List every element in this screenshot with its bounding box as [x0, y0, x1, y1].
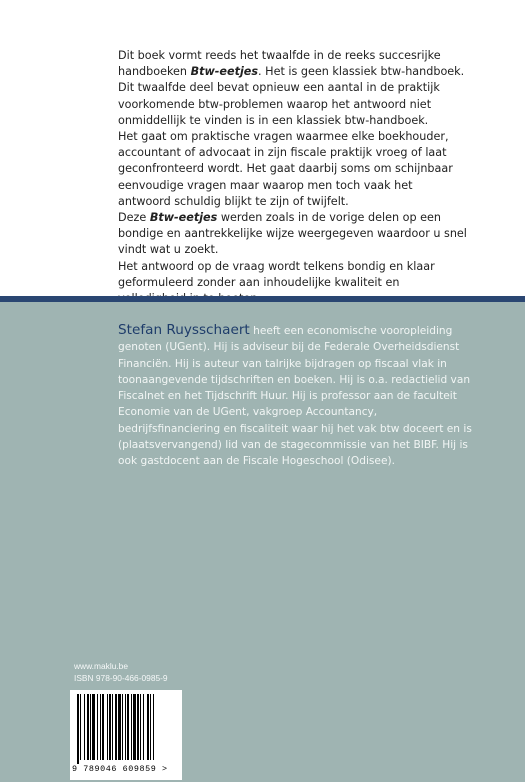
barcode-bar — [84, 694, 85, 760]
barcode-bar — [102, 694, 104, 760]
barcode-bar — [122, 694, 123, 760]
barcode-bar — [127, 694, 129, 760]
barcode-bar — [125, 694, 126, 760]
barcode-bar — [140, 694, 141, 760]
barcode-bar — [153, 694, 154, 760]
barcode-bar — [87, 694, 89, 760]
barcode-bar — [133, 694, 136, 760]
book-blurb — [118, 48, 468, 307]
barcode-bar — [115, 694, 117, 760]
blurb-paragraph-2: Het gaat om praktische vragen waarmee elke boekhouder, accountant of advocaat in zijn fiscale praktijk vroeg of laat geconfronteerd wordt. Het gaat daarbij soms om schijnbaar eenvoudige vragen maar waarop men toch vaak het antwoord schuldig blijkt te zijn of twijfelt. — [118, 130, 453, 208]
barcode-bar — [137, 694, 139, 760]
barcode-bar — [97, 694, 98, 760]
barcode-bar — [109, 694, 111, 760]
barcode-bars — [76, 694, 176, 764]
publisher-website: www.maklu.be — [74, 661, 128, 671]
back-cover-bottom — [0, 302, 525, 782]
barcode-bar — [118, 694, 121, 760]
author-name: Stefan Ruysschaert — [118, 322, 250, 338]
barcode-bar — [92, 694, 95, 760]
barcode-digits: 9 789046 609859 > — [72, 764, 168, 774]
author-bio-text: heeft een economische vooropleiding genoten (UGent). Hij is adviseur bij de Federale Overheidsdienst Financiën. Hij is auteur van talrijke bijdragen op fiscaal vlak in toonaangevende tijdschriften en boeken. Hij is o.a. redactielid van Fiscalnet en het Tijdschrift Huur. Hij is professor aan de faculteit Economie van de UGent, vakgroep Accountancy, bedrijfsfinanciering en fiscaliteit waar hij het vak btw doceert en is (plaatsvervangend) lid van de stagecommissie van het BIBF. Hij is ook gastdocent aan de Fiscale Hogeschool (Odisee). — [118, 325, 472, 468]
blurb-paragraph-3 — [118, 210, 468, 259]
blurb-paragraph-4: Het antwoord op de vraag wordt telkens bondig en klaar geformuleerd zonder aan inhoudelijke kwaliteit en — [118, 259, 435, 289]
blurb-text: . Het is geen klassiek btw-handboek. Dit twaalfde deel bevat opnieuw een aantal in de praktijk voorkomende btw-problemen waarop het antwoord niet onmiddellijk te vinden is in een klassiek btw-handboek. — [118, 65, 465, 127]
barcode-bar — [80, 694, 81, 760]
blurb-text: werden zoals in de vorige delen op een bondige en aantrekkelijke wijze weergegeven waardoor u snel vindt wat u zoekt. — [118, 211, 467, 257]
barcode-bar — [143, 694, 144, 760]
barcode-bar — [131, 694, 132, 760]
barcode-bar — [112, 694, 113, 760]
barcode-bar — [107, 694, 108, 760]
isbn-barcode — [70, 690, 182, 780]
barcode-bar — [90, 694, 91, 760]
barcode-bar — [100, 694, 101, 760]
publisher-meta — [74, 660, 168, 684]
blurb-text: Dit boek vormt reeds het twaalfde in de reeks succesrijke handboeken — [118, 49, 441, 79]
series-title: Btw-eetjes — [190, 65, 259, 79]
isbn-label: ISBN 978-90-466-0985-9 — [74, 673, 168, 683]
back-cover-top — [0, 0, 525, 296]
author-bio — [118, 322, 480, 470]
blurb-paragraph-1 — [118, 48, 468, 129]
barcode-bar — [147, 694, 149, 760]
barcode-bar — [150, 694, 151, 760]
series-title: Btw-eetjes — [149, 211, 218, 225]
barcode-bar — [77, 694, 79, 764]
blurb-text: Deze — [118, 211, 150, 225]
